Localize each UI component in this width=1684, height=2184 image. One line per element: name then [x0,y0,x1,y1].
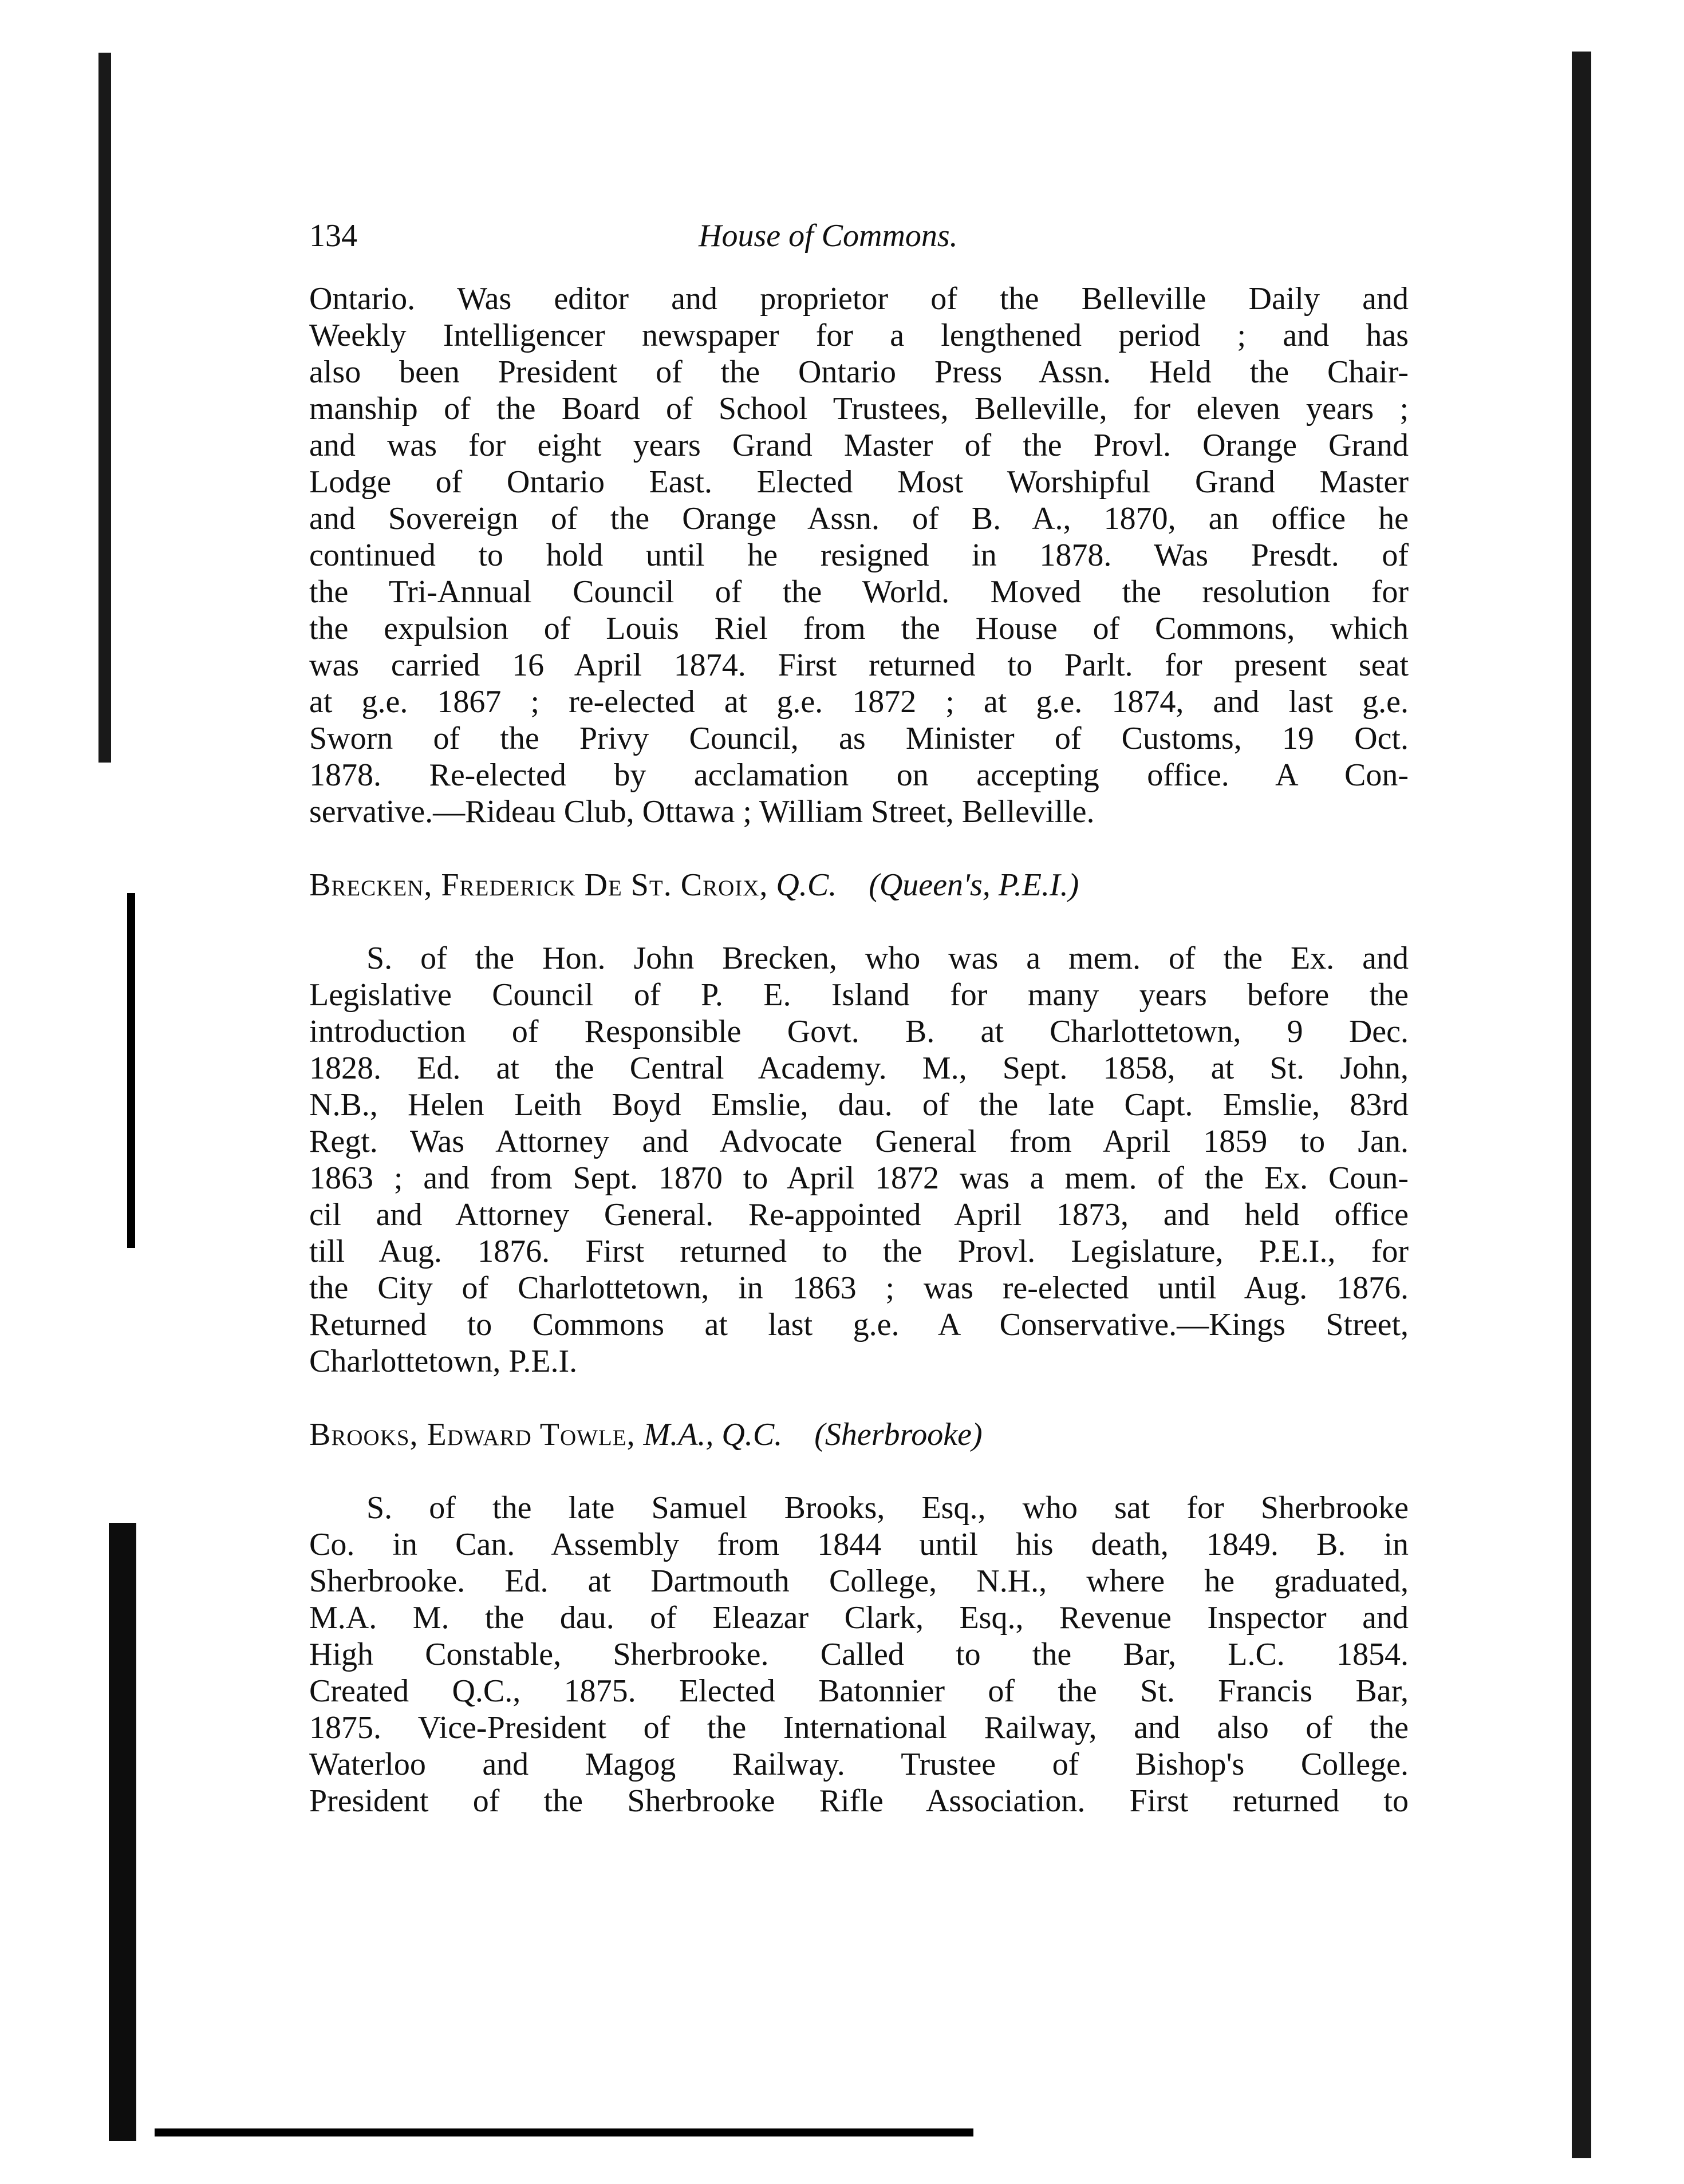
entry-paragraph [309,940,1409,1380]
text-line: Regt. Was Attorney and Advocate General from April 1859 to Jan. [309,1124,1409,1159]
text-line: Sherbrooke. Ed. at Dartmouth College, N.H., where he graduated, [309,1563,1409,1599]
page-header [309,218,1409,281]
text-line: manship of the Board of School Trustees, Belleville, for eleven years ; [309,391,1409,426]
text-line: Legislative Council of P. E. Island for many years before the [309,977,1409,1013]
text-line: President of the Sherbrooke Rifle Association. First returned to [309,1783,1409,1819]
entry-name: Brooks, Edward Towle, [309,1417,636,1452]
scan-edge-bottom [155,2128,973,2136]
continuation-paragraph [309,281,1409,830]
text-line: Lodge of Ontario East. Elected Most Worshipful Grand Master [309,464,1409,500]
running-title: House of Commons. [699,218,958,254]
text-line: servative.—Rideau Club, Ottawa ; William Street, Belleville. [309,794,1095,830]
entry-name: Brecken, Frederick De St. Croix, [309,867,768,903]
text-line: High Constable, Sherbrooke. Called to the Bar, L.C. 1854. [309,1637,1409,1672]
text-line: was carried 16 April 1874. First returned to Parlt. for present seat [309,647,1409,683]
text-line: 1863 ; and from Sept. 1870 to April 1872 was a mem. of the Ex. Coun- [309,1160,1409,1196]
text-line: the expulsion of Louis Riel from the House of Commons, which [309,611,1409,646]
text-line: at g.e. 1867 ; re-elected at g.e. 1872 ; at g.e. 1874, and last g.e. [309,684,1409,720]
text-line: Charlottetown, P.E.I. [309,1344,578,1379]
text-line: 1875. Vice-President of the International Railway, and also of the [309,1710,1409,1745]
text-line: M.A. M. the dau. of Eleazar Clark, Esq., Revenue Inspector and [309,1600,1409,1636]
entry-constituency: (Sherbrooke) [814,1417,983,1452]
text-line: Waterloo and Magog Railway. Trustee of Bishop's College. [309,1747,1409,1782]
text-line: also been President of the Ontario Press Assn. Held the Chair- [309,354,1409,390]
text-line: Returned to Commons at last g.e. A Conservative.—Kings Street, [309,1307,1409,1342]
text-line: Sworn of the Privy Council, as Minister of Customs, 19 Oct. [309,721,1409,756]
text-line: 1878. Re-elected by acclamation on accepting office. A Con- [309,757,1409,793]
entry-heading [309,867,1409,903]
text-line: the City of Charlottetown, in 1863 ; was re-elected until Aug. 1876. [309,1270,1409,1306]
scan-edge-left-bottom [109,1523,136,2141]
text-line: till Aug. 1876. First returned to the Provl. Legislature, P.E.I., for [309,1234,1409,1269]
text-line: S. of the Hon. John Brecken, who was a mem. of the Ex. and [366,941,1409,976]
text-line: introduction of Responsible Govt. B. at Charlottetown, 9 Dec. [309,1014,1409,1049]
text-line: cil and Attorney General. Re-appointed April 1873, and held office [309,1197,1409,1233]
text-line: Ontario. Was editor and proprietor of the Belleville Daily and [309,281,1409,317]
scan-edge-right [1572,52,1591,2158]
page [309,218,1409,1819]
entry-constituency: (Queen's, P.E.I.) [869,867,1079,903]
text-line: N.B., Helen Leith Boyd Emslie, dau. of the late Capt. Emslie, 83rd [309,1087,1409,1123]
text-line: Weekly Intelligencer newspaper for a lengthened period ; and has [309,318,1409,353]
text-line: S. of the late Samuel Brooks, Esq., who sat for Sherbrooke [366,1490,1409,1526]
scan-edge-left-top [98,53,111,763]
entry-paragraph [309,1490,1409,1819]
entry-honours: M.A., Q.C. [643,1417,783,1452]
text-line: Co. in Can. Assembly from 1844 until his death, 1849. B. in [309,1527,1409,1562]
text-line: the Tri-Annual Council of the World. Moved the resolution for [309,574,1409,610]
page-number: 134 [309,218,357,254]
text-line: Created Q.C., 1875. Elected Batonnier of the St. Francis Bar, [309,1673,1409,1709]
entry-heading [309,1416,1409,1453]
text-line: 1828. Ed. at the Central Academy. M., Sept. 1858, at St. John, [309,1050,1409,1086]
text-line: continued to hold until he resigned in 1878. Was Presdt. of [309,538,1409,573]
scan-edge-left-middle [127,893,135,1248]
text-line: and Sovereign of the Orange Assn. of B. A., 1870, an office he [309,501,1409,536]
entry-honours: Q.C. [776,867,837,903]
text-line: and was for eight years Grand Master of the Provl. Orange Grand [309,428,1409,463]
